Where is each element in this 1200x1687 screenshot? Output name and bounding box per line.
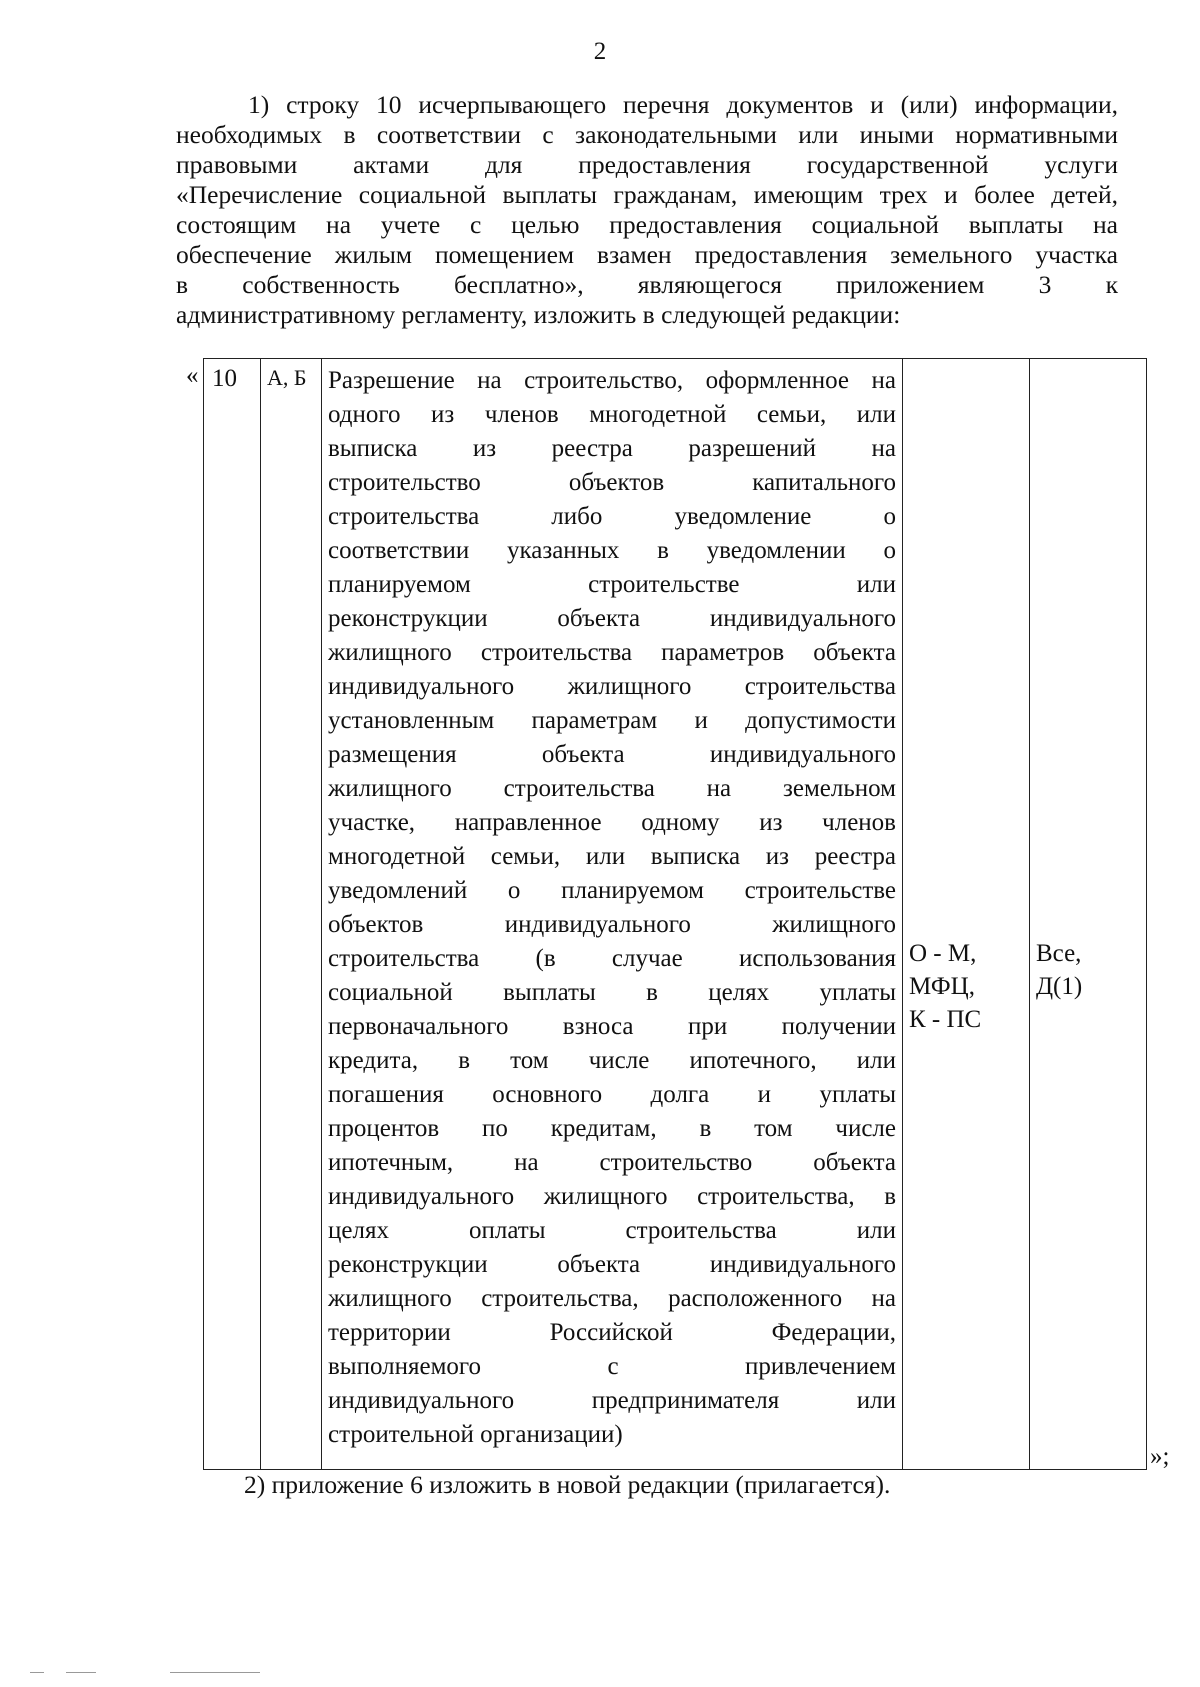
intro-line: обеспечение жилым помещением взамен предоставления земельного участка: [176, 240, 1118, 269]
responsible-line: МФЦ,: [909, 973, 975, 1000]
responsible-line: К - ПС: [909, 1006, 982, 1033]
description-text: [322, 359, 902, 1452]
intro-line: в собственность бесплатно», являющегося приложением 3 к: [176, 270, 1118, 299]
responsible-text: [903, 359, 1029, 1036]
description-line: жилищного строительства на земельном: [328, 775, 896, 802]
description-line: соответствии указанных в уведомлении о: [328, 537, 896, 564]
applicability-cell: [1030, 359, 1147, 1470]
description-line: первоначального взноса при получении: [328, 1013, 896, 1040]
description-line: реконструкции объекта индивидуального: [328, 1251, 896, 1278]
intro-line: необходимых в соответствии с законодательными или иными нормативными: [176, 120, 1118, 149]
description-line: процентов по кредитам, в том числе: [328, 1115, 896, 1142]
description-line: установленным параметрам и допустимости: [328, 707, 896, 734]
responsible-line: О - М,: [909, 940, 977, 967]
description-line: социальной выплаты в целях уплаты: [328, 979, 896, 1006]
item-2-text: 2) приложение 6 изложить в новой редакции (прилагается).: [244, 1470, 891, 1499]
description-line: строительной организации): [328, 1421, 623, 1448]
intro-line: административному регламенту, изложить в следующей редакции:: [176, 300, 901, 329]
intro-line: правовыми актами для предоставления государственной услуги: [176, 150, 1118, 179]
description-line: выписка из реестра разрешений на: [328, 435, 896, 462]
applicability-line: Д(1): [1036, 973, 1083, 1000]
description-line: строительства (в случае использования: [328, 945, 896, 972]
description-line: погашения основного долга и уплаты: [328, 1081, 896, 1108]
opening-quote: «: [186, 362, 199, 389]
description-line: строительство объектов капитального: [328, 469, 896, 496]
scan-artifact: [30, 1672, 44, 1673]
description-line: одного из членов многодетной семьи, или: [328, 401, 896, 428]
description-line: жилищного строительства, расположенного на: [328, 1285, 896, 1312]
description-line: целях оплаты строительства или: [328, 1217, 896, 1244]
description-line: выполняемого с привлечением: [328, 1353, 896, 1380]
row-number-cell: [204, 359, 261, 1470]
closing-quote: »;: [1150, 1443, 1170, 1470]
description-line: объектов индивидуального жилищного: [328, 911, 896, 938]
description-line: строительства либо уведомление о: [328, 503, 896, 530]
page-number: 2: [593, 38, 607, 65]
row-letters: А, Б: [267, 365, 307, 390]
description-cell: [322, 359, 903, 1470]
scan-artifact: [66, 1672, 96, 1673]
row-number: 10: [212, 365, 237, 392]
description-line: жилищного строительства параметров объекта: [328, 639, 896, 666]
description-line: планируемом строительстве или: [328, 571, 896, 598]
responsible-cell: [903, 359, 1030, 1470]
description-line: индивидуального жилищного строительства: [328, 673, 896, 700]
description-line: кредита, в том числе ипотечного, или: [328, 1047, 896, 1074]
scan-artifact: [170, 1672, 260, 1673]
description-line: индивидуального предпринимателя или: [328, 1387, 896, 1414]
description-line: территории Российской Федерации,: [328, 1319, 896, 1346]
description-line: реконструкции объекта индивидуального: [328, 605, 896, 632]
table-row: [204, 359, 1147, 1470]
intro-line: 1) строку 10 исчерпывающего перечня документов и (или) информации,: [248, 90, 1118, 119]
description-line: участке, направленное одному из членов: [328, 809, 896, 836]
description-line: размещения объекта индивидуального: [328, 741, 896, 768]
description-line: ипотечным, на строительство объекта: [328, 1149, 896, 1176]
intro-line: состоящим на учете с целью предоставления социальной выплаты на: [176, 210, 1118, 239]
description-line: Разрешение на строительство, оформленное на: [328, 367, 896, 394]
description-line: индивидуального жилищного строительства, в: [328, 1183, 896, 1210]
applicability-line: Все,: [1036, 940, 1082, 967]
intro-paragraph: [176, 90, 1118, 330]
description-line: многодетной семьи, или выписка из реестра: [328, 843, 896, 870]
intro-line: «Перечисление социальной выплаты гражданам, имеющим трех и более детей,: [176, 180, 1118, 209]
document-table: [203, 358, 1147, 1470]
applicability-text: [1030, 359, 1146, 1003]
letters-cell: [261, 359, 322, 1470]
description-line: уведомлений о планируемом строительстве: [328, 877, 896, 904]
